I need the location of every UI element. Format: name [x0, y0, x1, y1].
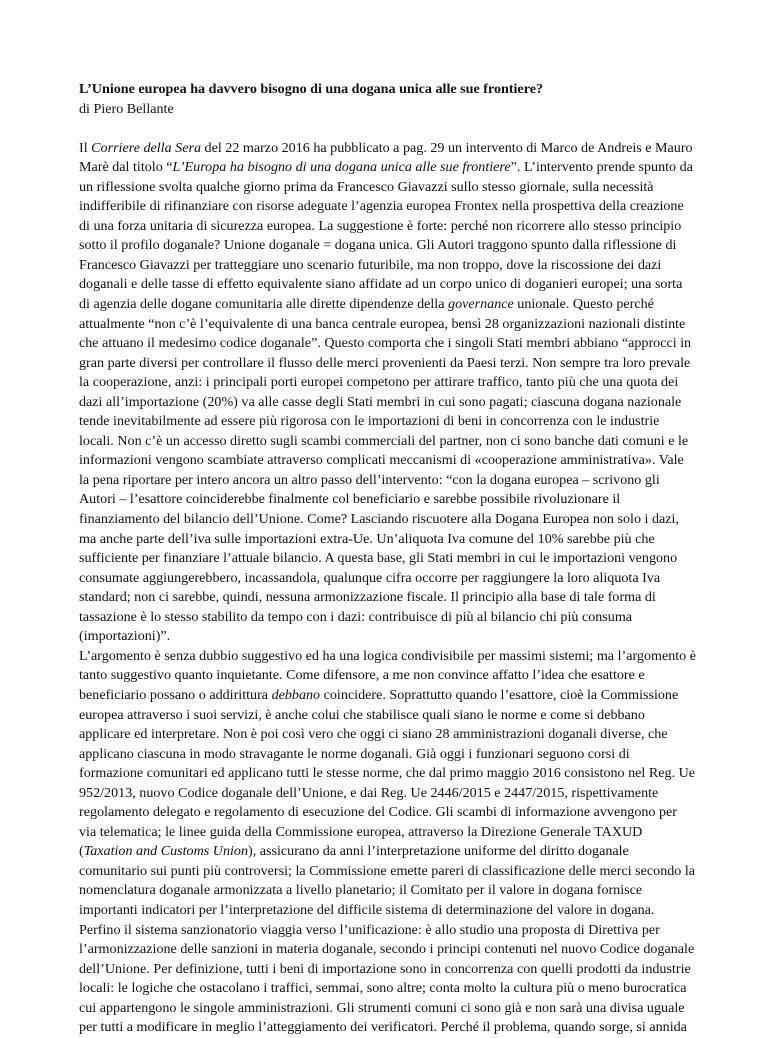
- document-page: [79, 80, 696, 1038]
- text-run: unionale. Questo perché attualmente “non c’è l’equivalente di una banca centrale europea, bensì 28 organizzazioni nazionali distinte che attuano il medesimo codice doganale”. Questo comporta che i singoli Stati membri abbiano “approcci in gran parte diversi per controllare il flusso delle merci provenienti da Paesi terzi. Non sempre tra loro prevale la cooperazione, anzi: i principali porti europei competono per attirare traffico, tanto più che una quota dei dazi all’importazione (20%) va alle casse degli Stati membri in cui sono pagati; ciascuna dogana nazionale tende inevitabilmente ad essere più rigorosa con le importazioni di beni in concorrenza con le industrie locali. Non c’è un accesso diretto sugli scambi commerciali del partner, non ci sono banche dati comuni e le informazioni vengono scambiate attraverso complicati meccanismi di «cooperazione amministrativa». Vale la pena riportare per intero ancora un altro passo dell’intervento: “con la dogana europea – scrivono gli Autori – l’esattore coinciderebbe finalmente col beneficiario e sarebbe possibile rivoluzionare il finanziamento del bilancio dell’Unione. Come? Lasciando riscuotere alla Dogana Europea non solo i dazi, ma anche parte dell’iva sulle importazioni extra-Ue. Un’aliquota Iva comune del 10% sarebbe più che sufficiente per finanziare l’attuale bilancio. A questa base, gli Stati membri in cui le importazioni vengono consumate aggiungerebbero, incassandola, qualunque cifra occorre per raggiungere la loro aliquota Iva standard; non ci sarebbe, quindi, nessuna armonizzazione fiscale. Il principio alla base di tale forma di tassazione è lo stesso stabilito da tempo con i dazi: contribuisce di più al bilancio chi più consuma (importazioni)”.: [79, 296, 692, 645]
- text-run: del 22 marzo 2016 ha pubblicato a pag. 29 un intervento di Marco de Andreis e Mauro Marè dal titolo “: [79, 139, 693, 176]
- italic-text-run: debbano: [271, 686, 321, 703]
- italic-text-run: L’Europa ha bisogno di una dogana unica alle sue frontiere: [172, 159, 511, 176]
- italic-text-run: governance: [448, 296, 514, 313]
- text-run: L’argomento è senza dubbio suggestivo ed ha una logica condivisibile per massimi sistemi; ma l’argomento è tanto suggestivo quanto inquietante. Come difensore, a me non convince affatto l’idea che esattore e beneficiario possano o addirittura: [79, 647, 696, 703]
- article-paragraph-1: [79, 139, 696, 647]
- article-byline: di Piero Bellante: [79, 100, 174, 117]
- text-run: ), assicurano da anni l’interpretazione uniforme del diritto doganale comunitario sui punti più controversi; la Commissione emette pareri di classificazione delle merci secondo la nomenclatura doganale armonizzata a livello planetario; il Comitato per il valore in dogana fornisce importanti indicatori per l’interpretazione del difficile sistema di determinazione del valore in dogana. Perfino il sistema sanzionatorio viaggia verso l’unificazione: è allo studio una proposta di Direttiva per l’armonizzazione delle sanzioni in materia doganale, secondo i principi contenuti nel nuovo Codice doganale dell’Unione. Per definizione, tutti i beni di importazione sono in concorrenza con quelli prodotti da industrie locali: le logiche che ostacolano i traffici, semmai, sono altre; conta molto la cultura più o meno burocratica cui appartengono le singole amministrazioni. Gli strumenti comuni ci sono già e non sarà una divisa uguale per tutti a modificare in meglio l’atteggiamento dei verificatori. Perché il problema, quando sorge, si annida: [79, 843, 696, 1036]
- text-run: coincidere. Soprattutto quando l’esattore, cioè la Commissione europea attraverso i suoi servizi, è anche colui che stabilisce quali siano le norme e come si debbano applicare ed interpretare. Non è poi così vero che oggi ci siano 28 amministrazioni doganali diverse, che applicano ciascuna in modo stravagante le norme doganali. Già oggi i funzionari seguono corsi di formazione comunitari ed applicano tutti le stesse norme, che dal primo maggio 2016 consistono nel Reg. Ue 952/2013, nuovo Codice doganale dell’Unione, e dai Reg. Ue 2446/2015 e 2447/2015, rispettivamente regolamento delegato e regolamento di esecuzione del Codice. Gli scambi di informazione avvengono per via telematica; le linee guida della Commissione europea, attraverso la Direzione Generale TAXUD (: [79, 686, 696, 860]
- italic-text-run: Taxation and Customs Union: [83, 843, 249, 860]
- article-paragraph-2: [79, 647, 696, 1038]
- text-run: ”. L’intervento prende spunto da un riflessione svolta qualche giorno prima da Francesco Giavazzi sullo stesso giornale, sulla necessità indifferibile di rifinanziare con risorse adeguate l’agenzia europea Frontex nella prospettiva della creazione di una forza unitaria di sicurezza europea. La suggestione è forte: perché non ricorrere allo stesso principio sotto il profilo doganale? Unione doganale = dogana unica. Gli Autori traggono spunto dalla riflessione di Francesco Giavazzi per tratteggiare uno scenario futuribile, ma non troppo, dove la riscossione dei dazi doganali e delle tasse di effetto equivalente siano affidate ad un corpo unico di doganieri europei; una sorta di agenzia delle dogane comunitaria alle dirette dipendenze della: [79, 159, 693, 313]
- article-title: L’Unione europea ha davvero bisogno di una dogana unica alle sue frontiere?: [79, 81, 543, 97]
- text-run: Il: [79, 139, 92, 156]
- italic-text-run: Corriere della Sera: [91, 139, 202, 156]
